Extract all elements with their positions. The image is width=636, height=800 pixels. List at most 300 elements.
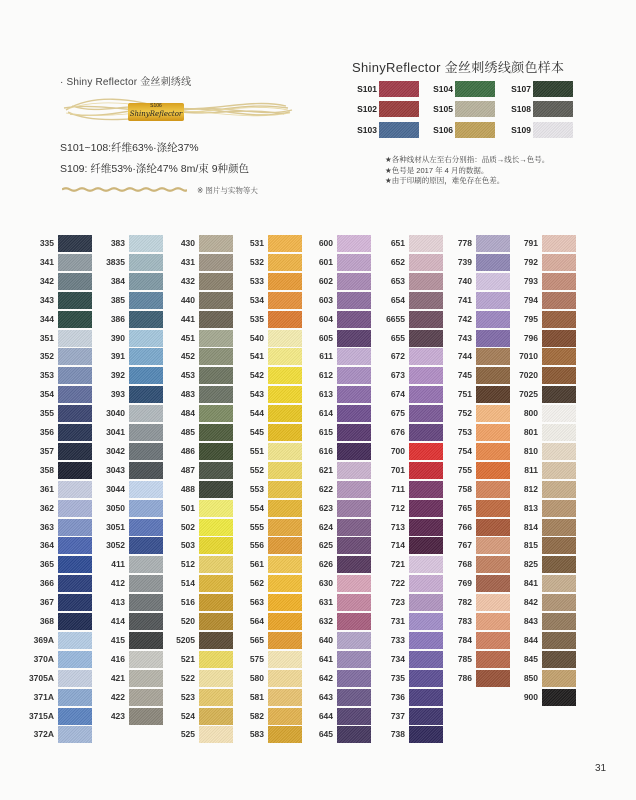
- color-swatch: [542, 556, 576, 573]
- color-entry: [26, 462, 94, 480]
- color-code: 441: [180, 313, 195, 324]
- color-entry: [167, 613, 235, 631]
- color-code: 622: [318, 483, 333, 494]
- color-entry: [305, 594, 373, 612]
- color-swatch: [409, 292, 443, 309]
- color-entry: [97, 311, 165, 329]
- color-code: 7020: [519, 370, 538, 381]
- color-swatch: [199, 689, 233, 706]
- spec-line-1: S101~108:纤维63%·涤纶37%: [60, 142, 199, 154]
- color-swatch: [409, 386, 443, 403]
- color-code: 554: [249, 502, 264, 513]
- color-swatch: [409, 273, 443, 290]
- color-entry: [26, 424, 94, 442]
- color-code: 3041: [106, 427, 125, 437]
- color-code: 384: [110, 275, 125, 286]
- color-entry: [236, 500, 304, 518]
- color-entry: [377, 443, 445, 461]
- color-entry: [236, 254, 304, 272]
- color-entry: [26, 330, 94, 348]
- color-code: 614: [318, 408, 333, 419]
- color-swatch: [476, 424, 510, 441]
- color-code: 561: [249, 559, 264, 570]
- color-code: 352: [39, 351, 54, 362]
- color-entry: [510, 292, 578, 310]
- color-swatch: [476, 292, 510, 309]
- sample-swatch: [533, 101, 573, 117]
- color-swatch: [268, 670, 302, 687]
- color-swatch: [542, 594, 576, 611]
- color-entry: [377, 537, 445, 555]
- sample-swatch: [455, 101, 495, 117]
- color-entry: [26, 443, 94, 461]
- color-code: 673: [390, 370, 405, 381]
- color-entry: [377, 708, 445, 726]
- color-swatch: [542, 651, 576, 668]
- color-entry: [97, 537, 165, 555]
- color-code: 812: [523, 483, 538, 494]
- color-entry: [305, 330, 373, 348]
- color-entry: [167, 632, 235, 650]
- color-swatch: [542, 689, 576, 706]
- color-swatch: [58, 519, 92, 536]
- color-swatch: [268, 235, 302, 252]
- spec-line-2: S109: 纤维53%·涤纶47% 8m/束 9种颜色: [60, 163, 250, 175]
- color-swatch: [476, 594, 510, 611]
- color-code: 483: [180, 389, 195, 400]
- color-swatch: [268, 462, 302, 479]
- color-code: 555: [249, 521, 264, 532]
- color-entry: [305, 424, 373, 442]
- color-swatch: [58, 348, 92, 365]
- color-swatch: [337, 726, 371, 743]
- color-code: 778: [457, 238, 472, 248]
- color-entry: [167, 537, 235, 555]
- color-code: 767: [457, 540, 472, 551]
- color-code: 580: [249, 672, 264, 683]
- color-swatch: [409, 708, 443, 725]
- color-swatch: [409, 556, 443, 573]
- color-code: 357: [39, 445, 54, 456]
- color-code: 363: [39, 521, 54, 532]
- color-code: 722: [390, 578, 405, 589]
- color-swatch: [129, 481, 163, 498]
- color-swatch: [476, 443, 510, 460]
- color-entry: [167, 670, 235, 688]
- color-entry: [305, 481, 373, 499]
- color-swatch: [129, 235, 163, 252]
- color-code: 814: [523, 521, 538, 532]
- color-code: 525: [180, 729, 195, 740]
- color-swatch: [542, 500, 576, 517]
- color-code: 501: [180, 502, 195, 513]
- color-entry: [305, 670, 373, 688]
- color-swatch: [199, 367, 233, 384]
- color-code: 737: [390, 710, 405, 721]
- color-swatch: [268, 594, 302, 611]
- color-entry: [510, 689, 578, 707]
- color-code: 841: [523, 578, 538, 589]
- color-code: 674: [390, 389, 405, 400]
- sample-code: S105: [433, 104, 453, 114]
- color-entry: [377, 311, 445, 329]
- color-swatch: [476, 556, 510, 573]
- color-code: 810: [523, 445, 538, 456]
- color-swatch: [337, 670, 371, 687]
- color-entry: [444, 632, 512, 650]
- color-swatch: [409, 424, 443, 441]
- color-entry: [510, 575, 578, 593]
- color-swatch: [58, 405, 92, 422]
- color-code: 583: [249, 729, 264, 740]
- color-code: 752: [457, 408, 472, 419]
- color-code: 412: [110, 578, 125, 589]
- color-entry: [26, 689, 94, 707]
- color-code: 642: [318, 672, 333, 683]
- color-swatch: [337, 613, 371, 630]
- color-code: 353: [39, 370, 54, 381]
- color-swatch: [58, 292, 92, 309]
- color-entry: [236, 273, 304, 291]
- color-entry: [444, 254, 512, 272]
- color-swatch: [337, 254, 371, 271]
- color-swatch: [199, 462, 233, 479]
- color-entry: [167, 367, 235, 385]
- color-swatch: [476, 519, 510, 536]
- color-code: 421: [110, 672, 125, 683]
- color-swatch: [542, 424, 576, 441]
- color-code: 850: [523, 672, 538, 683]
- color-code: 516: [180, 597, 195, 608]
- color-entry: [444, 235, 512, 253]
- color-entry: [377, 500, 445, 518]
- color-swatch: [58, 670, 92, 687]
- color-code: 553: [249, 483, 264, 494]
- color-entry: [510, 519, 578, 537]
- color-code: 393: [110, 389, 125, 400]
- color-swatch: [199, 254, 233, 271]
- color-entry: [97, 519, 165, 537]
- color-swatch: [199, 651, 233, 668]
- color-code: 611: [319, 351, 333, 362]
- color-swatch: [337, 311, 371, 328]
- color-swatch: [129, 254, 163, 271]
- color-code: 362: [39, 502, 54, 513]
- color-swatch: [268, 575, 302, 592]
- color-entry: [510, 594, 578, 612]
- color-code: 581: [249, 691, 264, 702]
- color-entry: [510, 556, 578, 574]
- color-swatch: [409, 235, 443, 252]
- color-swatch: [409, 594, 443, 611]
- color-swatch: [337, 405, 371, 422]
- color-code: 512: [180, 559, 195, 570]
- color-code: 503: [180, 540, 195, 551]
- color-code: 605: [318, 332, 333, 343]
- color-swatch: [268, 537, 302, 554]
- color-swatch: [337, 443, 371, 460]
- color-entry: [167, 292, 235, 310]
- color-swatch: [58, 556, 92, 573]
- color-swatch: [268, 254, 302, 271]
- color-entry: [167, 462, 235, 480]
- color-code: 486: [180, 445, 195, 456]
- color-entry: [510, 235, 578, 253]
- color-entry: [167, 386, 235, 404]
- color-swatch: [199, 575, 233, 592]
- color-entry: [305, 537, 373, 555]
- color-swatch: [542, 670, 576, 687]
- color-entry: [444, 405, 512, 423]
- color-code: 733: [390, 634, 405, 645]
- color-entry: [510, 462, 578, 480]
- color-code: 626: [318, 559, 333, 570]
- color-entry: [167, 594, 235, 612]
- color-swatch: [58, 311, 92, 328]
- color-entry: [167, 311, 235, 329]
- color-swatch: [337, 594, 371, 611]
- color-entry: [236, 235, 304, 253]
- color-code: 711: [391, 483, 405, 494]
- color-swatch: [337, 519, 371, 536]
- color-code: 755: [457, 464, 472, 475]
- color-code: 386: [110, 313, 125, 324]
- color-entry: [444, 556, 512, 574]
- color-swatch: [199, 273, 233, 290]
- color-swatch: [129, 311, 163, 328]
- color-swatch: [409, 689, 443, 706]
- color-entry: [26, 613, 94, 631]
- color-code: 3042: [106, 445, 125, 456]
- color-swatch: [129, 651, 163, 668]
- color-code: 369A: [33, 634, 54, 645]
- color-swatch: [542, 575, 576, 592]
- color-entry: [444, 500, 512, 518]
- color-swatch: [476, 330, 510, 347]
- color-swatch: [199, 311, 233, 328]
- color-code: 522: [180, 672, 195, 683]
- color-entry: [97, 670, 165, 688]
- color-swatch: [199, 519, 233, 536]
- color-swatch: [542, 386, 576, 403]
- color-code: 6655: [386, 313, 405, 324]
- color-entry: [97, 632, 165, 650]
- color-entry: [444, 594, 512, 612]
- color-swatch: [58, 500, 92, 517]
- color-entry: [236, 594, 304, 612]
- color-swatch: [542, 254, 576, 271]
- color-code: 604: [318, 313, 333, 324]
- color-code: 3835: [106, 256, 125, 267]
- color-entry: [26, 575, 94, 593]
- color-swatch: [199, 481, 233, 498]
- color-entry: [305, 726, 373, 744]
- color-code: 736: [390, 691, 405, 702]
- color-code: 753: [457, 427, 472, 437]
- color-code: 367: [39, 597, 54, 608]
- color-swatch: [542, 330, 576, 347]
- color-entry: [305, 556, 373, 574]
- color-swatch: [58, 708, 92, 725]
- color-entry: [97, 462, 165, 480]
- color-entry: [305, 386, 373, 404]
- color-swatch: [58, 594, 92, 611]
- color-code: 431: [180, 256, 195, 267]
- color-code: 768: [457, 559, 472, 570]
- color-swatch: [337, 500, 371, 517]
- color-entry: [444, 575, 512, 593]
- color-code: 414: [110, 616, 125, 626]
- color-entry: [305, 519, 373, 537]
- color-swatch: [542, 292, 576, 309]
- color-swatch: [199, 556, 233, 573]
- color-code: 520: [180, 616, 195, 626]
- color-code: 654: [390, 294, 405, 305]
- sample-code: S106: [433, 125, 453, 135]
- color-entry: [236, 443, 304, 461]
- color-swatch: [199, 613, 233, 630]
- color-entry: [510, 273, 578, 291]
- color-entry: [236, 708, 304, 726]
- color-code: 5205: [176, 634, 195, 645]
- color-swatch: [268, 708, 302, 725]
- color-entry: [305, 292, 373, 310]
- color-entry: [510, 405, 578, 423]
- color-code: 523: [180, 691, 195, 702]
- color-entry: [167, 575, 235, 593]
- color-swatch: [409, 348, 443, 365]
- color-code: 556: [249, 540, 264, 551]
- color-code: 825: [523, 559, 538, 570]
- color-code: 743: [457, 332, 472, 343]
- color-code: 342: [39, 275, 54, 286]
- color-swatch: [409, 537, 443, 554]
- color-swatch: [268, 348, 302, 365]
- color-swatch: [129, 708, 163, 725]
- color-code: 543: [249, 389, 264, 400]
- color-entry: [305, 613, 373, 631]
- color-code: 364: [39, 540, 54, 551]
- color-code: 343: [39, 294, 54, 305]
- color-entry: [444, 462, 512, 480]
- color-code: 700: [390, 445, 405, 456]
- color-entry: [510, 537, 578, 555]
- color-entry: [444, 651, 512, 669]
- color-entry: [377, 367, 445, 385]
- color-entry: [236, 424, 304, 442]
- color-code: 612: [318, 370, 333, 381]
- color-code: 582: [249, 710, 264, 721]
- color-swatch: [199, 424, 233, 441]
- color-code: 514: [180, 578, 195, 589]
- color-entry: [444, 386, 512, 404]
- color-entry: [510, 367, 578, 385]
- color-code: 423: [110, 710, 125, 721]
- color-code: 383: [110, 238, 125, 248]
- sample-swatch: [379, 101, 419, 117]
- color-code: 842: [523, 597, 538, 608]
- color-swatch: [409, 330, 443, 347]
- color-entry: [97, 273, 165, 291]
- color-entry: [236, 519, 304, 537]
- color-code: 600: [318, 238, 333, 248]
- color-code: 652: [390, 256, 405, 267]
- color-swatch: [476, 367, 510, 384]
- color-entry: [26, 273, 94, 291]
- color-entry: [305, 575, 373, 593]
- color-entry: [236, 292, 304, 310]
- color-code: 632: [318, 616, 333, 626]
- color-code: 624: [318, 521, 333, 532]
- color-entry: [377, 424, 445, 442]
- color-swatch: [58, 632, 92, 649]
- color-swatch: [476, 462, 510, 479]
- color-swatch: [58, 424, 92, 441]
- sample-swatch: [379, 81, 419, 97]
- color-entry: [444, 367, 512, 385]
- page-number: 31: [595, 763, 607, 774]
- color-swatch: [337, 273, 371, 290]
- color-swatch: [476, 537, 510, 554]
- color-swatch: [337, 575, 371, 592]
- color-entry: [236, 462, 304, 480]
- color-swatch: [268, 613, 302, 630]
- color-code: 484: [180, 408, 195, 419]
- color-swatch: [199, 330, 233, 347]
- color-code: 615: [318, 427, 333, 437]
- color-swatch: [129, 462, 163, 479]
- actual-size-strand: [62, 187, 187, 192]
- color-swatch: [199, 500, 233, 517]
- color-code: 485: [180, 427, 195, 437]
- color-code: 430: [180, 238, 195, 248]
- color-code: 769: [457, 578, 472, 589]
- color-code: 672: [390, 351, 405, 362]
- color-swatch: [337, 556, 371, 573]
- color-entry: [377, 273, 445, 291]
- color-code: 900: [523, 691, 538, 702]
- color-code: 713: [390, 521, 405, 532]
- color-swatch: [337, 462, 371, 479]
- sample-code: S107: [511, 84, 531, 94]
- color-swatch: [129, 424, 163, 441]
- color-code: 355: [39, 408, 54, 419]
- color-entry: [167, 405, 235, 423]
- color-swatch: [542, 443, 576, 460]
- color-entry: [444, 424, 512, 442]
- color-swatch: [268, 405, 302, 422]
- sample-code: S103: [357, 125, 377, 135]
- color-swatch: [337, 424, 371, 441]
- color-code: 551: [249, 445, 264, 456]
- color-code: 341: [39, 256, 54, 267]
- color-entry: [510, 443, 578, 461]
- color-entry: [97, 386, 165, 404]
- color-swatch: [268, 500, 302, 517]
- color-swatch: [409, 443, 443, 460]
- color-code: 630: [318, 578, 333, 589]
- color-code: 601: [318, 256, 333, 267]
- color-swatch: [337, 481, 371, 498]
- color-entry: [305, 708, 373, 726]
- color-swatch: [58, 651, 92, 668]
- color-entry: [444, 443, 512, 461]
- color-code: 370A: [33, 653, 54, 664]
- color-swatch: [337, 632, 371, 649]
- color-entry: [510, 424, 578, 442]
- color-swatch: [409, 670, 443, 687]
- color-code: 531: [249, 238, 264, 248]
